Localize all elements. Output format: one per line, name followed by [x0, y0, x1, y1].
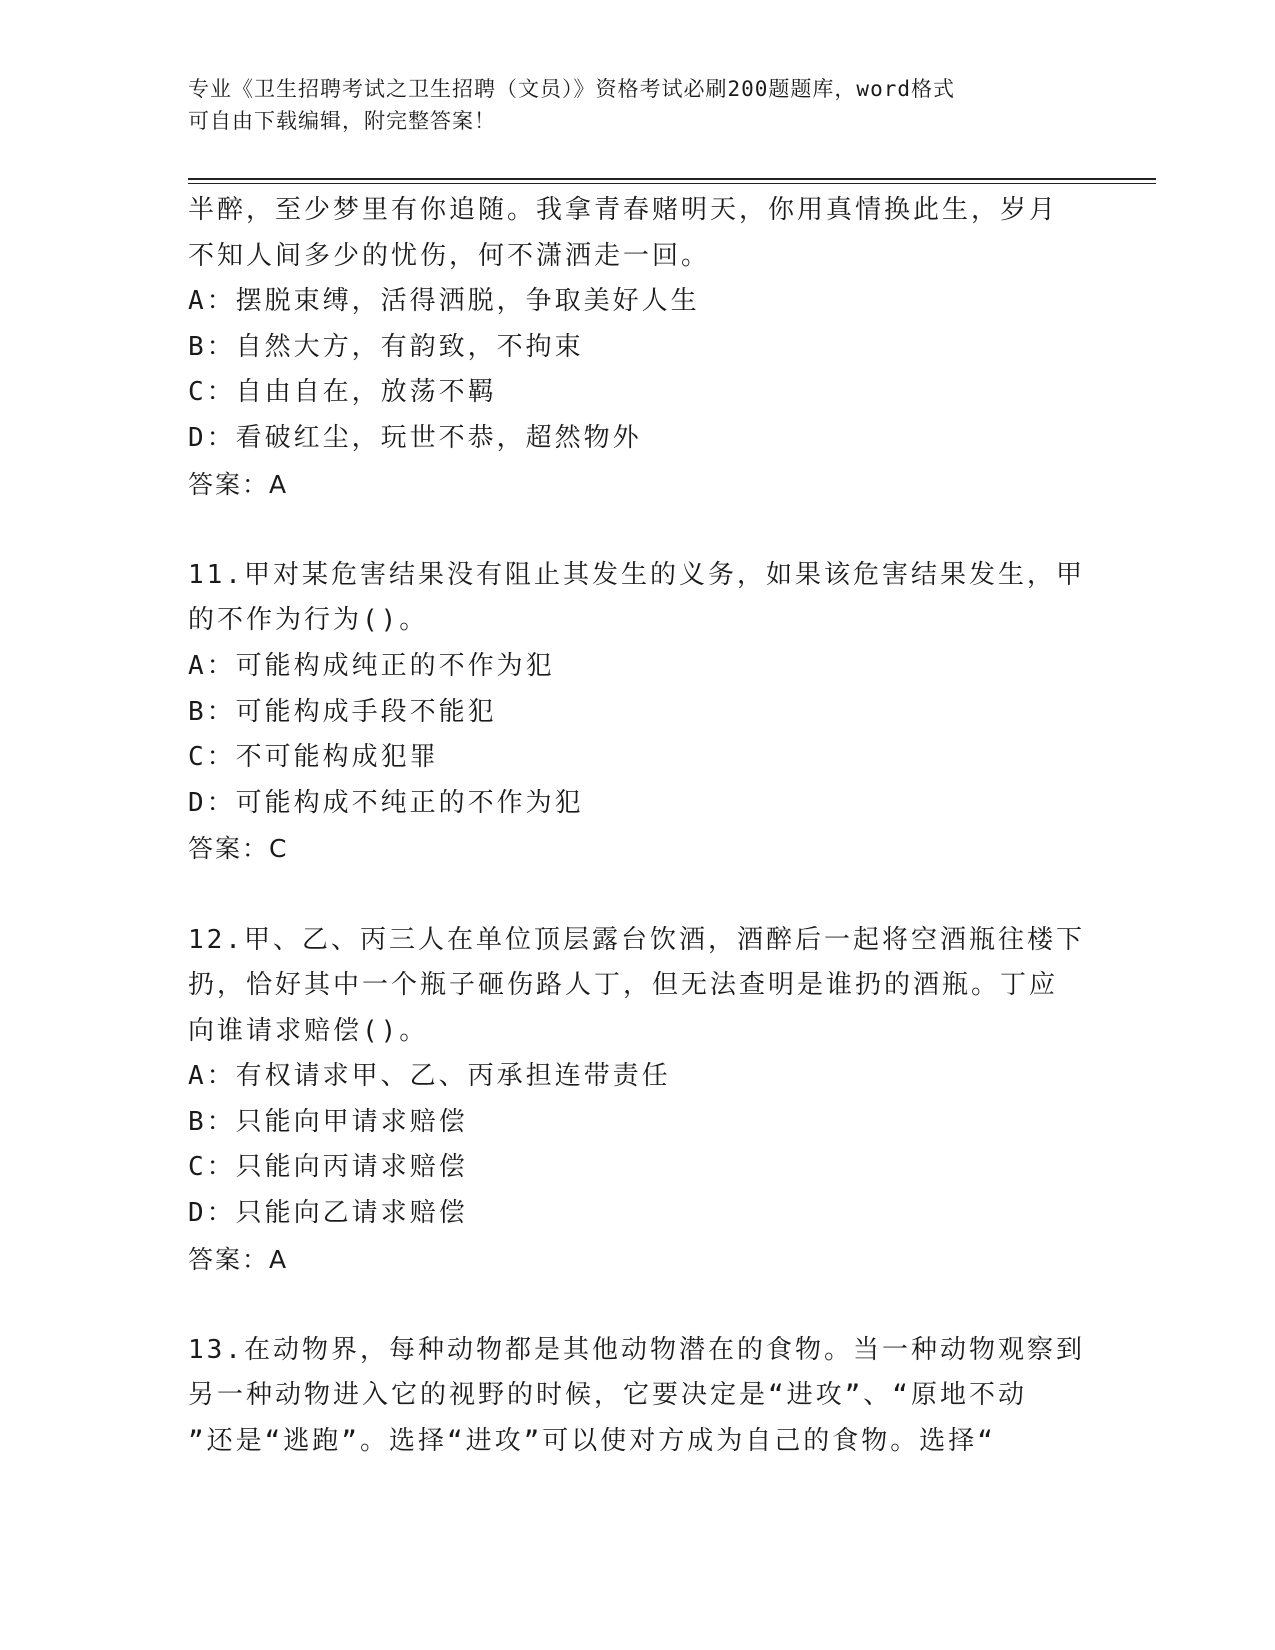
header-title-line-1: 专业《卫生招聘考试之卫生招聘（文员）》资格考试必刷200题题库，word格式 [188, 77, 955, 101]
option-a: A：摆脱束缚，活得洒脱，争取美好人生 [188, 286, 700, 317]
question-10 [188, 188, 1088, 507]
question-stem-line: 不知人间多少的忧伤，何不潇洒走一回。 [188, 240, 711, 271]
question-11 [188, 553, 1088, 872]
document-header [188, 73, 1088, 137]
option-d: D：看破红尘，玩世不恭，超然物外 [188, 422, 642, 453]
option-c: C：只能向丙请求赔偿 [188, 1152, 468, 1183]
question-stem-line: 的不作为行为()。 [188, 605, 429, 636]
option-d: D：只能向乙请求赔偿 [188, 1198, 468, 1229]
option-b: B：自然大方，有韵致，不拘束 [188, 331, 584, 362]
question-spacer [188, 507, 1088, 553]
option-b: B：只能向甲请求赔偿 [188, 1106, 468, 1137]
option-b: B：可能构成手段不能犯 [188, 696, 497, 727]
question-stem-line: 13.在动物界，每种动物都是其他动物潜在的食物。当一种动物观察到 [188, 1334, 1085, 1365]
question-stem-line: 另一种动物进入它的视野的时候，它要决定是“进攻”、“原地不动 [188, 1380, 1027, 1411]
answer: 答案：C [188, 834, 289, 864]
answer: 答案：A [188, 1244, 289, 1274]
question-12 [188, 918, 1088, 1283]
question-stem-line: 12.甲、乙、丙三人在单位顶层露台饮酒，酒醉后一起将空酒瓶往楼下 [188, 924, 1085, 955]
option-a: A：可能构成纯正的不作为犯 [188, 650, 555, 681]
question-stem-line: 扔，恰好其中一个瓶子砸伤路人丁，但无法查明是谁扔的酒瓶。丁应 [188, 970, 1059, 1001]
question-stem-line: 11.甲对某危害结果没有阻止其发生的义务，如果该危害结果发生，甲 [188, 559, 1085, 590]
question-content [188, 188, 1088, 1465]
question-spacer [188, 1282, 1088, 1328]
answer: 答案：A [188, 469, 289, 499]
option-c: C：自由自在，放荡不羁 [188, 377, 497, 408]
option-d: D：可能构成不纯正的不作为犯 [188, 787, 584, 818]
header-rule-thin [188, 183, 1156, 184]
question-stem-line: ”还是“逃跑”。选择“进攻”可以使对方成为自己的食物。选择“ [188, 1426, 996, 1457]
option-a: A：有权请求甲、乙、丙承担连带责任 [188, 1061, 671, 1092]
question-stem-line: 向谁请求赔偿()。 [188, 1015, 429, 1046]
question-spacer [188, 872, 1088, 918]
header-title-line-2: 可自由下载编辑，附完整答案！ [188, 109, 496, 133]
header-rule-thick [188, 178, 1156, 180]
question-13 [188, 1328, 1088, 1465]
option-c: C：不可能构成犯罪 [188, 742, 439, 773]
question-stem-line: 半醉，至少梦里有你追随。我拿青春赌明天，你用真情换此生，岁月 [188, 195, 1059, 225]
